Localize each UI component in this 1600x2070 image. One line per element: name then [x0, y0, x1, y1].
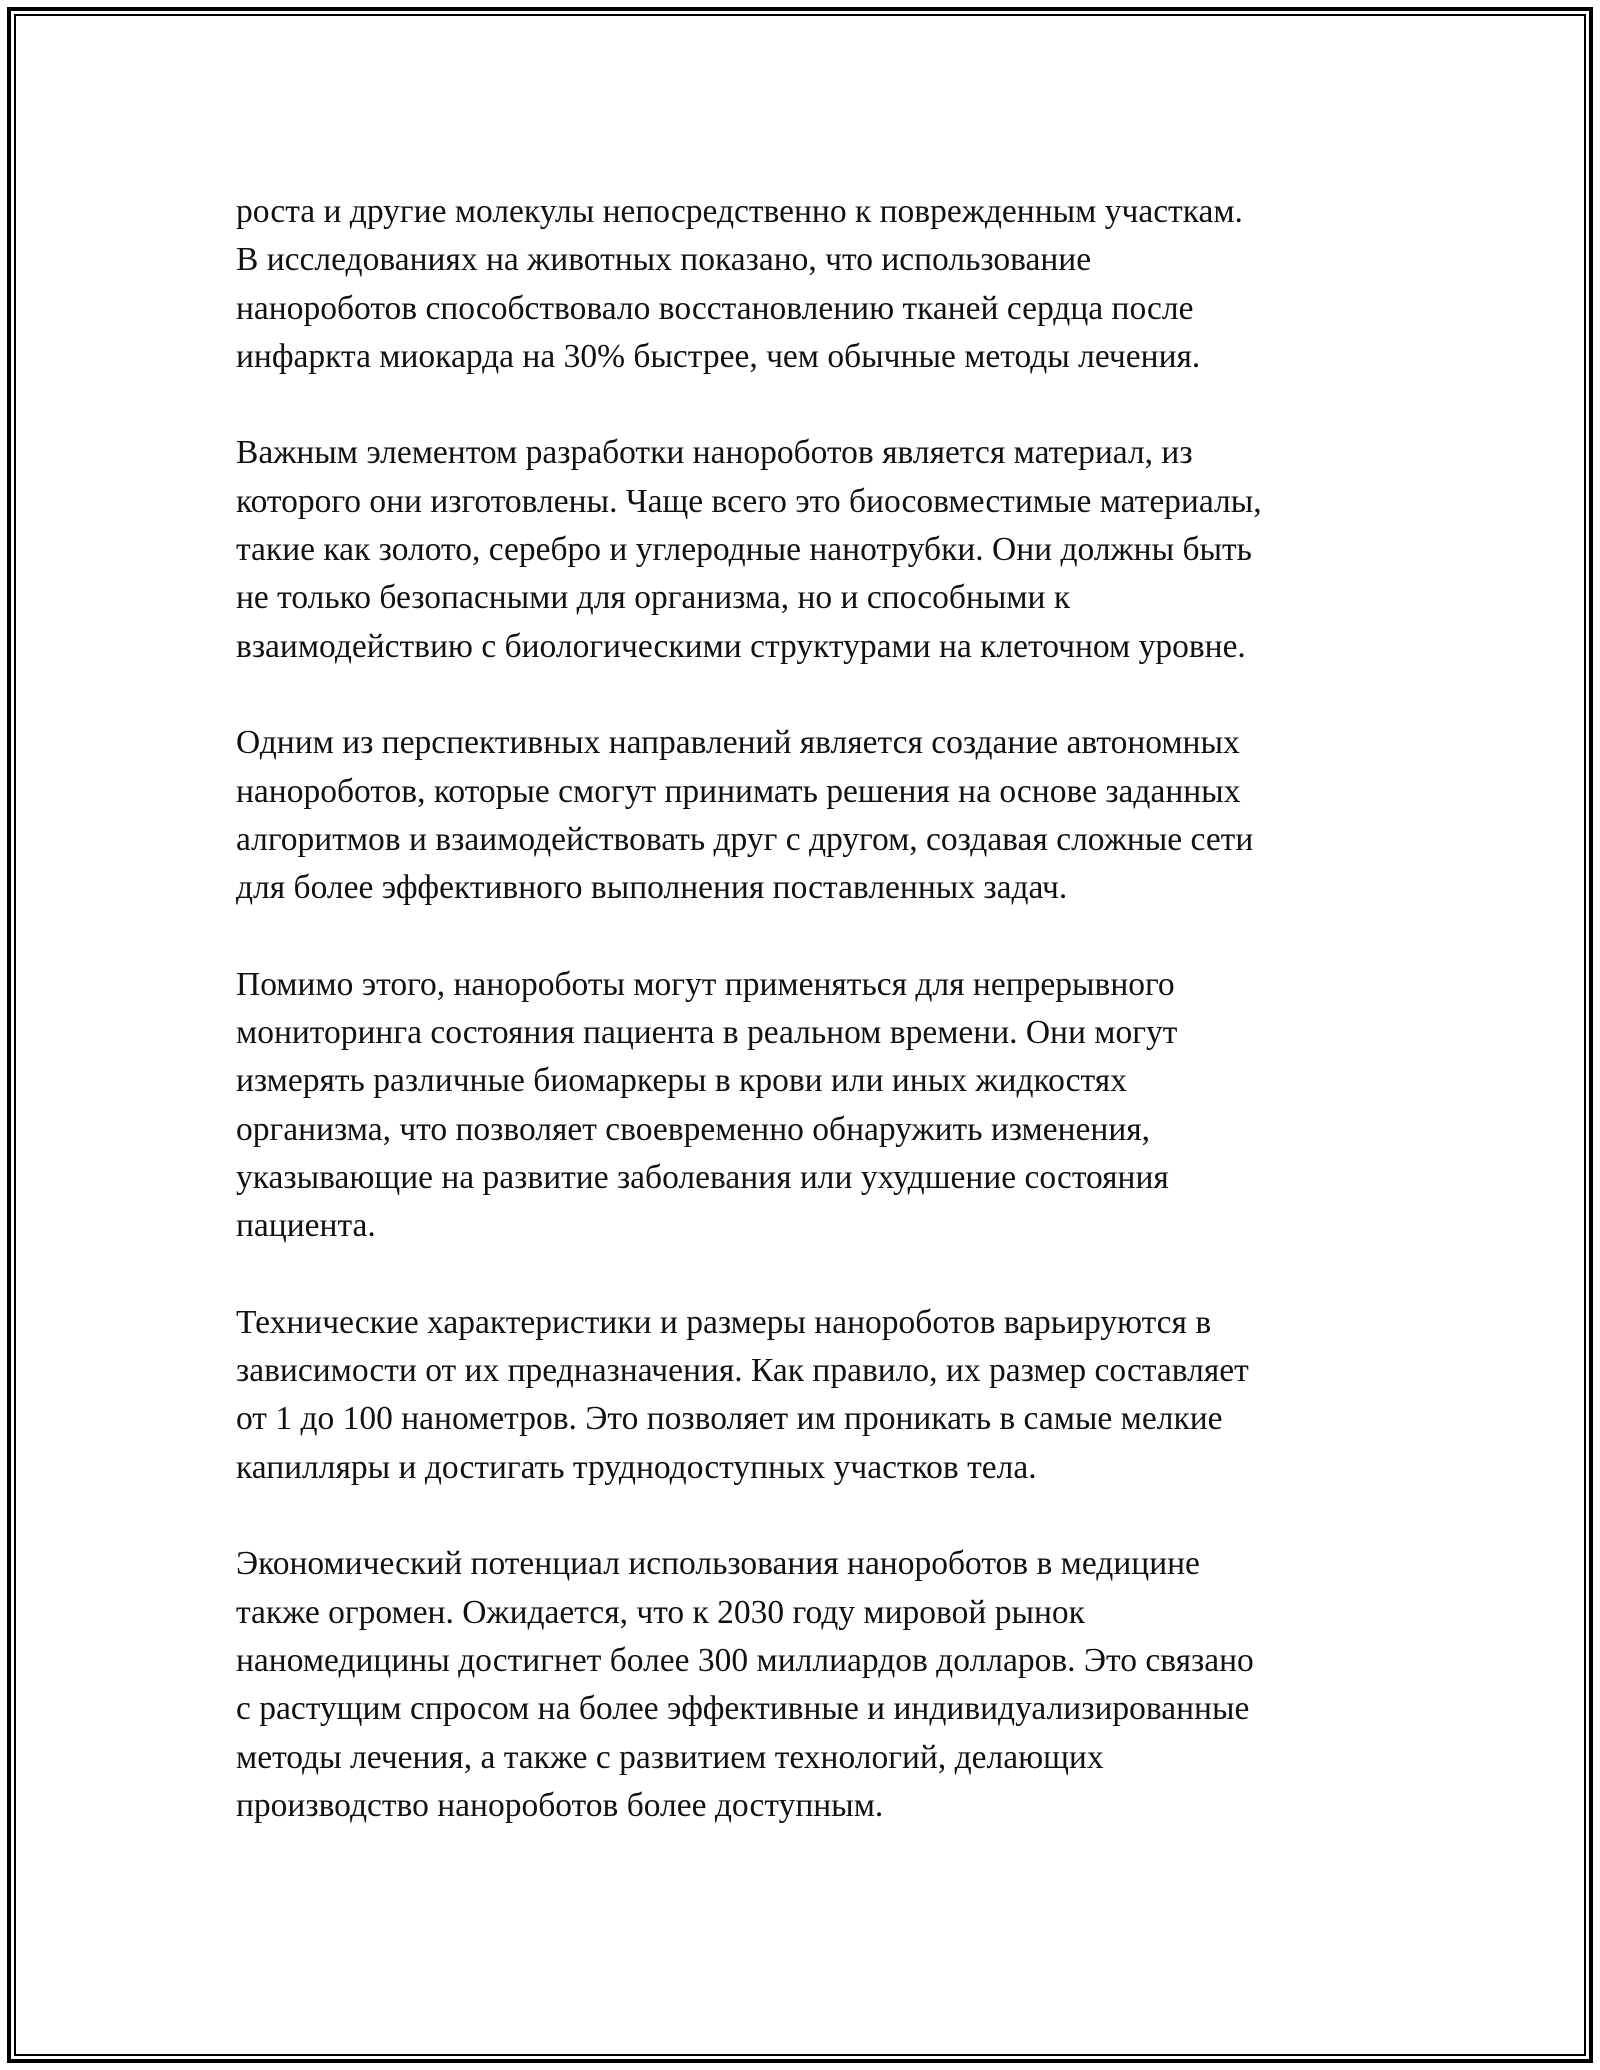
text-line: Важным элементом разработки нанороботов является материал, из — [236, 434, 1193, 472]
text-line: производство нанороботов более доступным. — [236, 1786, 884, 1824]
text-line: Одним из перспективных направлений является создание автономных — [236, 724, 1240, 762]
text-line: капилляры и достигать труднодоступных участков тела. — [236, 1448, 1037, 1486]
text-line: взаимодействию с биологическими структурами на клеточном уровне. — [236, 627, 1246, 665]
text-line: В исследованиях на животных показано, что использование — [236, 241, 1092, 279]
text-line: нанороботов способствовало восстановлению тканей сердца после — [236, 289, 1194, 327]
text-line: алгоритмов и взаимодействовать друг с другом, создавая сложные сети — [236, 820, 1254, 858]
text-line: не только безопасными для организма, но и способными к — [236, 579, 1071, 617]
text-line: мониторинга состояния пациента в реальном времени. Они могут — [236, 1014, 1178, 1052]
text-line: с растущим спросом на более эффективные и индивидуализированные — [236, 1690, 1250, 1728]
text-line: такие как золото, серебро и углеродные нанотрубки. Они должны быть — [236, 531, 1252, 569]
text-line: нанороботов, которые смогут принимать решения на основе заданных — [236, 772, 1241, 810]
text-line: указывающие на развитие заболевания или ухудшение состояния — [236, 1158, 1169, 1196]
text-line: которого они изготовлены. Чаще всего это биосовместимые материалы, — [236, 482, 1262, 520]
text-line: методы лечения, а также с развитием технологий, делающих — [236, 1738, 1104, 1776]
text-line: наномедицины достигнет более 300 миллиардов долларов. Это связано — [236, 1641, 1254, 1679]
paragraph-4 — [236, 961, 1416, 1251]
text-line: также огромен. Ожидается, что к 2030 году мировой рынок — [236, 1593, 1085, 1631]
paragraph-3 — [236, 719, 1416, 912]
text-line: роста и другие молекулы непосредственно к поврежденным участкам. — [236, 193, 1243, 230]
text-line: организма, что позволяет своевременно обнаружить изменения, — [236, 1110, 1151, 1148]
text-line: Технические характеристики и размеры нанороботов варьируются в — [236, 1303, 1212, 1341]
text-line: пациента. — [236, 1207, 376, 1245]
text-line: зависимости от их предназначения. Как правило, их размер составляет — [236, 1352, 1249, 1390]
paragraph-5 — [236, 1299, 1416, 1492]
paragraph-6 — [236, 1540, 1416, 1830]
paragraph-2 — [236, 429, 1416, 670]
text-line: инфаркта миокарда на 30% быстрее, чем обычные методы лечения. — [236, 337, 1201, 375]
paragraph-1 — [236, 188, 1416, 381]
document-body — [236, 188, 1416, 1878]
text-line: Экономический потенциал использования нанороботов в медицине — [236, 1545, 1200, 1583]
text-line: от 1 до 100 нанометров. Это позволяет им проникать в самые мелкие — [236, 1400, 1223, 1438]
text-line: Помимо этого, нанороботы могут применяться для непрерывного — [236, 965, 1175, 1003]
text-line: для более эффективного выполнения поставленных задач. — [236, 869, 1068, 907]
text-line: измерять различные биомаркеры в крови или иных жидкостях — [236, 1062, 1127, 1100]
